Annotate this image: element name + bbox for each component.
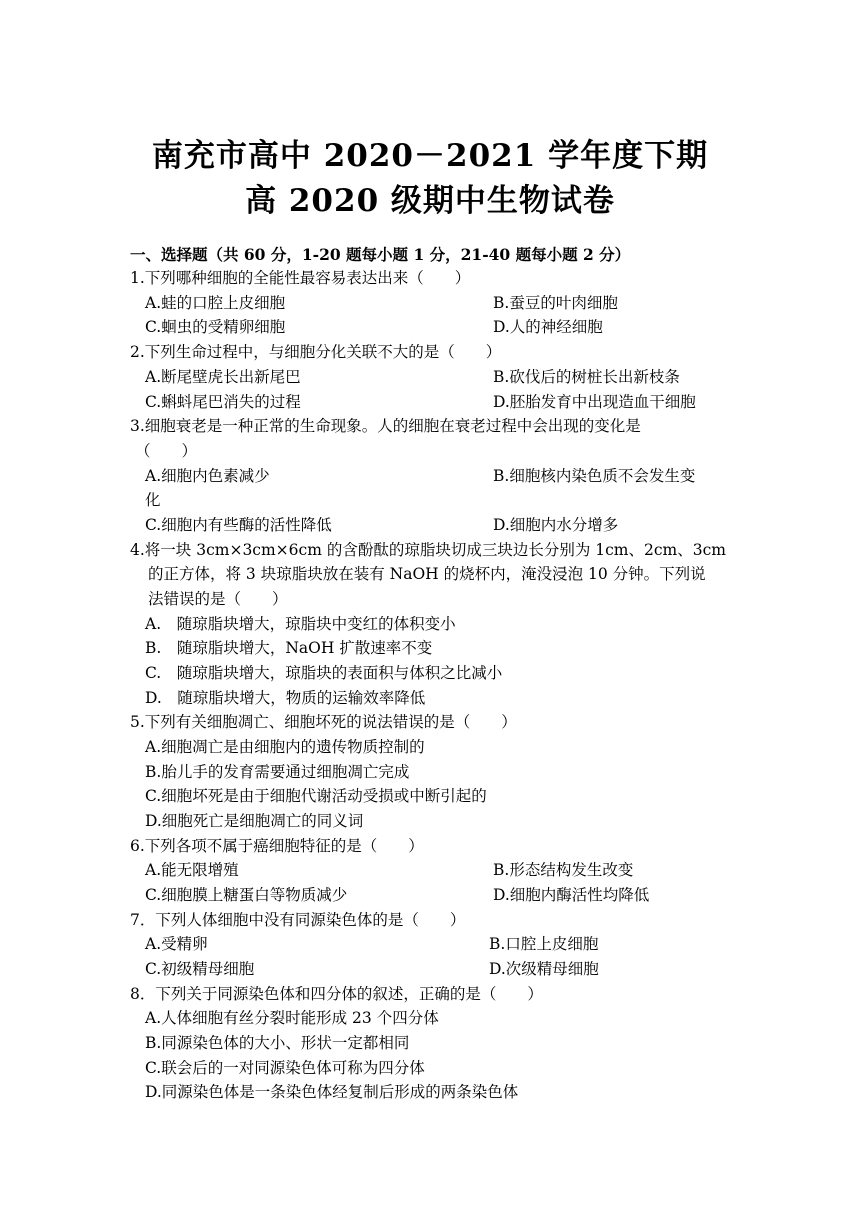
section-heading: 一、选择题（共 60 分，1-20 题每小题 1 分，21-40 题每小题 2 分） <box>130 245 631 264</box>
question-8-option-c: C.联会后的一对同源染色体可称为四分体 <box>145 1059 425 1077</box>
question-5-option-d: D.细胞死亡是细胞凋亡的同义词 <box>145 812 364 830</box>
question-2-option-d: D.胚胎发育中出现造血干细胞 <box>493 393 696 411</box>
exam-title: 南充市高中 2020－2021 学年度下期 <box>151 138 709 174</box>
question-2-option-a: A.断尾壁虎长出新尾巴 <box>145 368 301 386</box>
question-1-option-b: B.蚕豆的叶肉细胞 <box>493 294 618 312</box>
question-5-option-c: C.细胞坏死是由于细胞代谢活动受损或中断引起的 <box>145 787 487 805</box>
question-6-option-a: A.能无限增殖 <box>145 861 239 879</box>
question-3-option-a: A.细胞内色素减少 <box>145 467 270 485</box>
question-2-option-c: C.蝌蚪尾巴消失的过程 <box>145 393 301 411</box>
question-3-option-b: B.细胞核内染色质不会发生变 <box>493 467 696 485</box>
question-3-stem: 3.细胞衰老是一种正常的生命现象。人的细胞在衰老过程中会出现的变化是 <box>130 417 641 435</box>
question-3-stem-cont: （ ） <box>135 442 198 460</box>
question-4-option-c: C. 随琼脂块增大，琼脂块的表面积与体积之比减小 <box>145 664 503 682</box>
question-5-option-a: A.细胞凋亡是由细胞内的遗传物质控制的 <box>145 738 425 756</box>
question-1-option-a: A.蛙的口腔上皮细胞 <box>145 294 286 312</box>
question-3-option-b-cont: 化 <box>145 491 161 509</box>
question-4-stem-cont2: 法错误的是（ ） <box>148 590 288 608</box>
exam-subtitle: 高 2020 级期中生物试卷 <box>245 183 615 219</box>
question-8-option-a: A.人体细胞有丝分裂时能形成 23 个四分体 <box>145 1009 439 1027</box>
question-4-option-d: D. 随琼脂块增大，物质的运输效率降低 <box>145 689 426 707</box>
question-5-option-b: B.胎儿手的发育需要通过细胞凋亡完成 <box>145 763 410 781</box>
question-3-option-d: D.细胞内水分增多 <box>493 516 619 534</box>
question-7-option-c: C.初级精母细胞 <box>145 960 255 978</box>
question-7-option-a: A.受精卵 <box>145 935 208 953</box>
question-4-stem-cont: 的正方体，将 3 块琼脂块放在装有 NaOH 的烧杯内，淹没浸泡 10 分钟。下列说 <box>148 565 706 583</box>
question-8-option-d: D.同源染色体是一条染色体经复制后形成的两条染色体 <box>145 1083 519 1101</box>
question-7-option-d: D.次级精母细胞 <box>489 960 599 978</box>
question-7-option-b: B.口腔上皮细胞 <box>489 935 599 953</box>
question-2-stem: 2.下列生命过程中，与细胞分化关联不大的是（ ） <box>130 343 502 361</box>
question-4-option-a: A. 随琼脂块增大，琼脂块中变红的体积变小 <box>145 615 456 633</box>
question-1-stem: 1.下列哪种细胞的全能性最容易表达出来（ ） <box>130 269 471 287</box>
question-8-stem: 8．下列关于同源染色体和四分体的叙述，正确的是（ ） <box>130 985 543 1003</box>
question-3-option-c: C.细胞内有些酶的活性降低 <box>145 516 332 534</box>
question-6-option-b: B.形态结构发生改变 <box>493 861 634 879</box>
question-1-option-d: D.人的神经细胞 <box>493 318 603 336</box>
question-2-option-b: B.砍伐后的树桩长出新枝条 <box>493 368 680 386</box>
question-4-stem: 4.将一块 3cm×3cm×6cm 的含酚酞的琼脂块切成三块边长分别为 1cm、2cm、3cm <box>130 541 726 559</box>
question-1-option-c: C.蛔虫的受精卵细胞 <box>145 318 286 336</box>
question-4-option-b: B. 随琼脂块增大，NaOH 扩散速率不变 <box>145 639 433 657</box>
question-5-stem: 5.下列有关细胞凋亡、细胞坏死的说法错误的是（ ） <box>130 713 517 731</box>
question-7-stem: 7．下列人体细胞中没有同源染色体的是（ ） <box>130 911 466 929</box>
question-6-option-d: D.细胞内酶活性均降低 <box>493 886 650 904</box>
question-6-stem: 6.下列各项不属于癌细胞特征的是（ ） <box>130 837 424 855</box>
question-6-option-c: C.细胞膜上糖蛋白等物质减少 <box>145 886 348 904</box>
question-8-option-b: B.同源染色体的大小、形状一定都相同 <box>145 1034 410 1052</box>
